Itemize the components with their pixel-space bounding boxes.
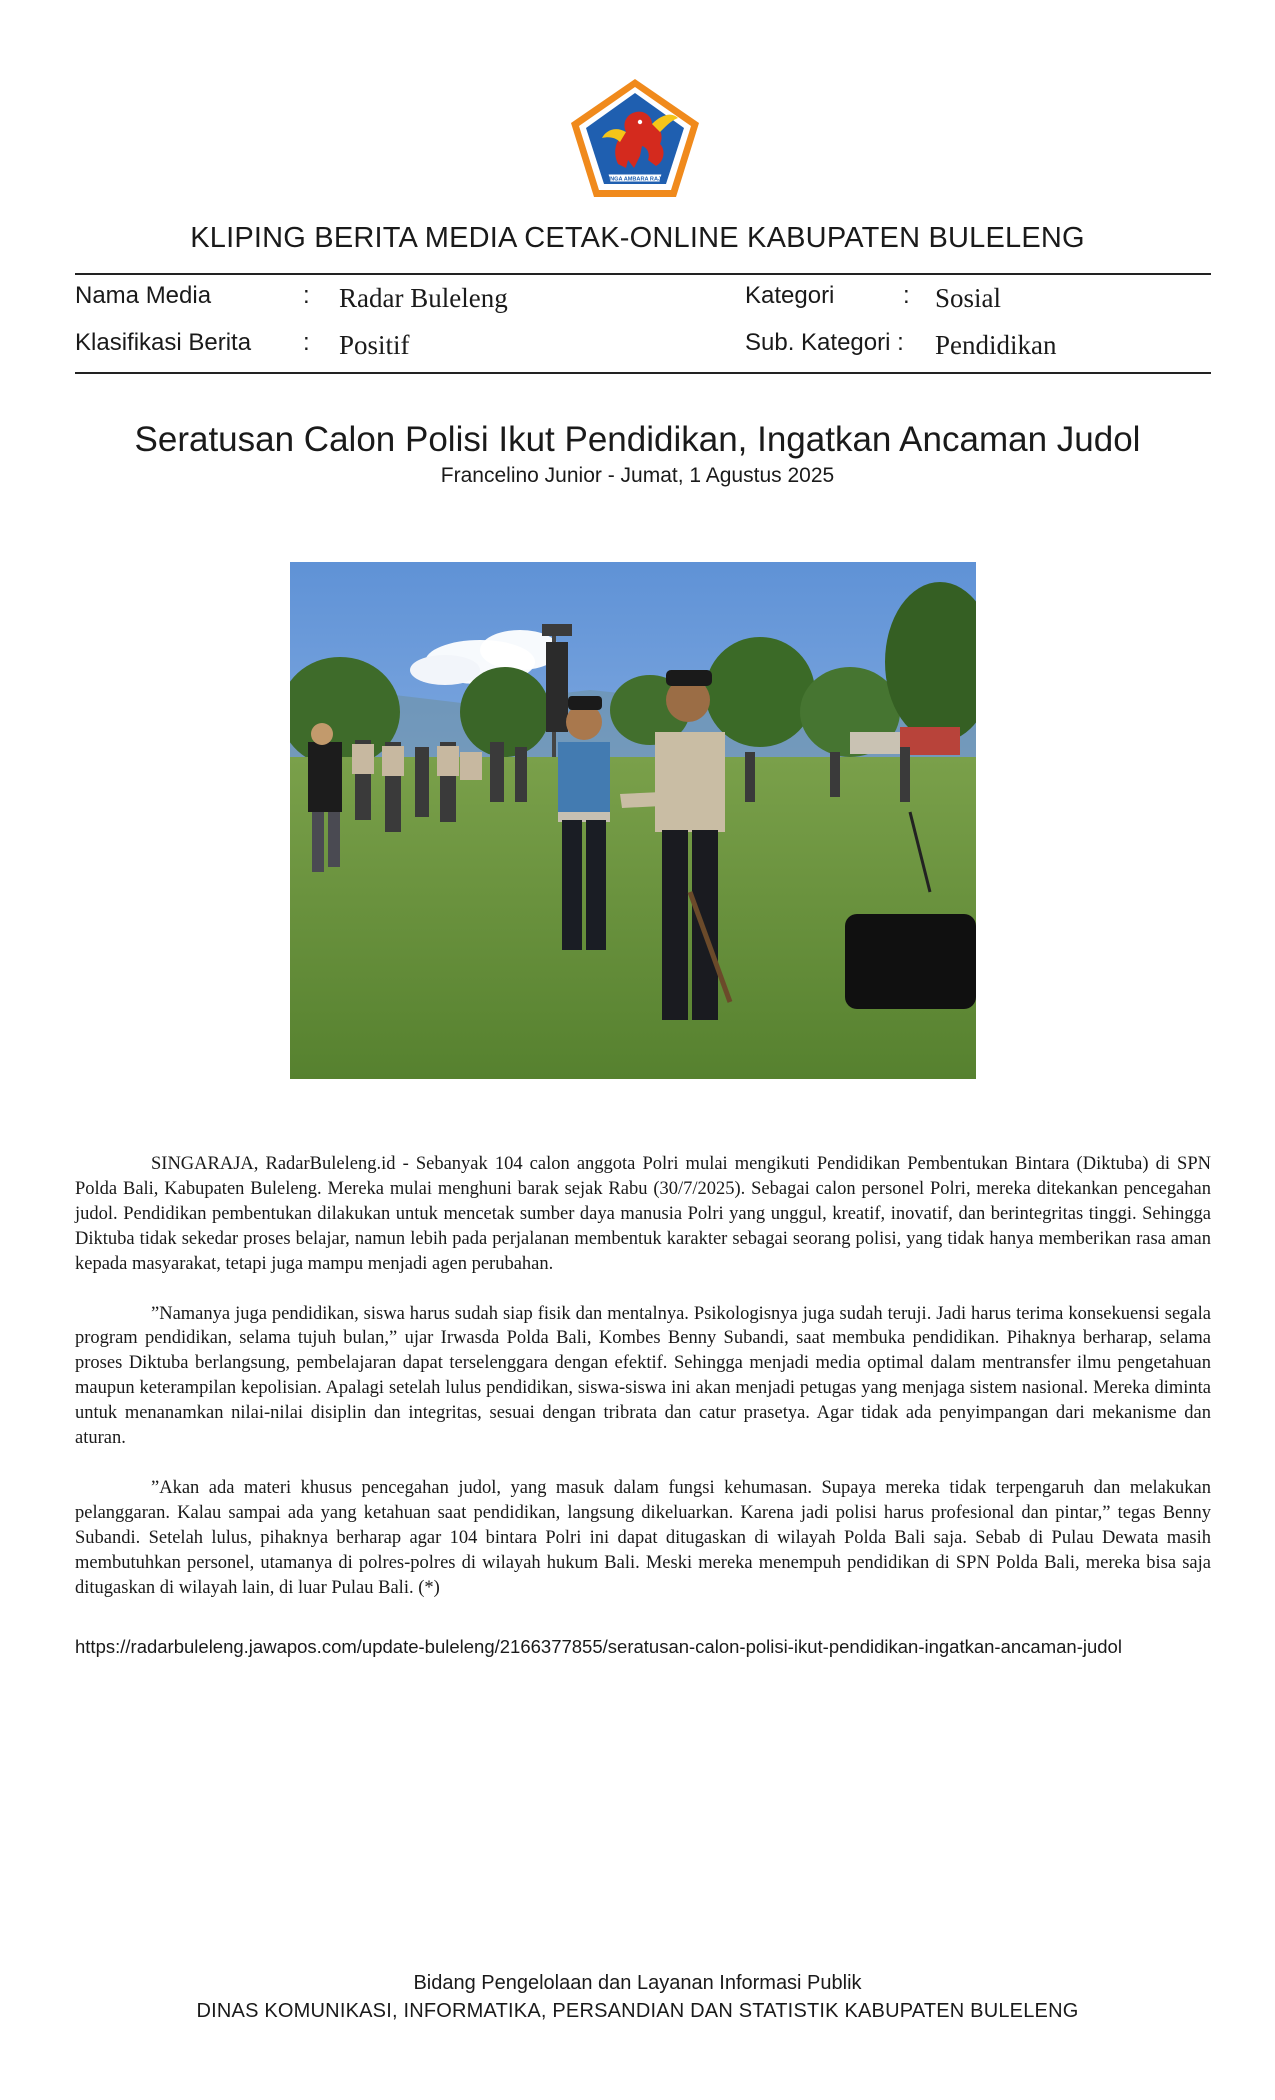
article-photo [290, 562, 976, 1079]
footer-agency: DINAS KOMUNIKASI, INFORMATIKA, PERSANDIAN DAN STATISTIK KABUPATEN BULELENG [196, 2000, 1079, 2022]
subkategori-value: Pendidikan [935, 330, 1057, 360]
klasifikasi-colon: : [303, 329, 310, 356]
source-url[interactable]: https://radarbuleleng.jawapos.com/update-buleleng/2166377855/seratusan-calon-polisi-ikut-pendidikan-ingatkan-ancaman-judol [75, 1636, 1122, 1657]
media-label: Nama Media [75, 282, 212, 309]
klasifikasi-value: Positif [339, 330, 410, 360]
article-paragraph-3: ”Akan ada materi khusus pencegahan judol, yang masuk dalam fungsi kehumasan. Supaya mereka tidak terpengaruh dan melakukan pelanggaran. Kalau sampai ada yang ketahuan saat pendidikan, langsung dikeluarkan. Karena jadi polisi harus profesional dan pintar,” tegas Benny Subandi. Setelah lulus, pihaknya berharap agar 104 bintara Polri ini dapat ditugaskan di wilayah Polda Bali saja. Sebab di Pulau Dewata masih membutuhkan personel, utamanya di polres-polres di wilayah hukum Bali. Meski mereka menempuh pendidikan di SPN Polda Bali, mereka bisa saja ditugaskan di wilayah lain, di luar Pulau Bali. (*) [75, 1477, 1211, 1598]
klasifikasi-label: Klasifikasi Berita [75, 329, 252, 356]
kategori-label: Kategori [745, 282, 835, 309]
page-title: KLIPING BERITA MEDIA CETAK-ONLINE KABUPATEN BULELENG [190, 222, 1085, 254]
subkategori-label: Sub. Kategori : [745, 329, 904, 356]
header-divider-top [75, 273, 1211, 275]
footer-department: Bidang Pengelolaan dan Layanan Informasi Publik [413, 1972, 862, 1994]
article-paragraph-2: ”Namanya juga pendidikan, siswa harus sudah siap fisik dan mentalnya. Psikologisnya juga sudah teruji. Jadi harus terima konsekuensi segala program pendidikan, selama tujuh bulan,” ujar Irwasda Polda Bali, Kombes Benny Subandi, saat membuka pendidikan. Pihaknya berharap, selama proses Diktuba berlangsung, pembelajaran dapat terselenggara dengan efektif. Sehingga menjadi media optimal dalam mentransfer ilmu pengetahuan maupun keterampilan kepolisian. Apalagi setelah lulus pendidikan, siswa-siswa ini akan menjadi petugas yang menjaga sistem nasional. Mereka diminta untuk menanamkan nilai-nilai disiplin dan integritas, sesuai dengan tribrata dan catur prasetya. Agar tidak ada penyimpangan dari mekanisme dan aturan. [75, 1303, 1211, 1449]
media-value: Radar Buleleng [339, 283, 508, 313]
header-divider-bottom [75, 372, 1211, 374]
article-body [75, 1152, 1211, 1626]
buleleng-logo [568, 76, 702, 200]
article-headline: Seratusan Calon Polisi Ikut Pendidikan, Ingatkan Ancaman Judol [134, 420, 1141, 459]
kategori-value: Sosial [935, 283, 1002, 313]
logo-text: SINGA AMBARA RAJA [604, 176, 666, 183]
kategori-colon: : [903, 282, 910, 309]
article-paragraph-1: SINGARAJA, RadarBuleleng.id - Sebanyak 104 calon anggota Polri mulai mengikuti Pendidikan Pembentukan Bintara (Diktuba) di SPN Polda Bali, Kabupaten Buleleng. Mereka mulai menghuni barak sejak Rabu (30/7/2025). Sebagai calon personel Polri, mereka ditekankan pencegahan judol. Pendidikan pembentukan dilakukan untuk mencetak sumber daya manusia Polri yang unggul, kreatif, inovatif, dan berintegritas tinggi. Sehingga Diktuba tidak sekedar proses belajar, namun lebih pada perjalanan membentuk karakter sebagai seorang polisi, yang tidak hanya memberikan rasa aman kepada masyarakat, tetapi juga mampu menjadi agen perubahan. [75, 1154, 1211, 1274]
media-colon: : [303, 282, 310, 309]
article-byline: Francelino Junior - Jumat, 1 Agustus 2025 [440, 464, 835, 487]
